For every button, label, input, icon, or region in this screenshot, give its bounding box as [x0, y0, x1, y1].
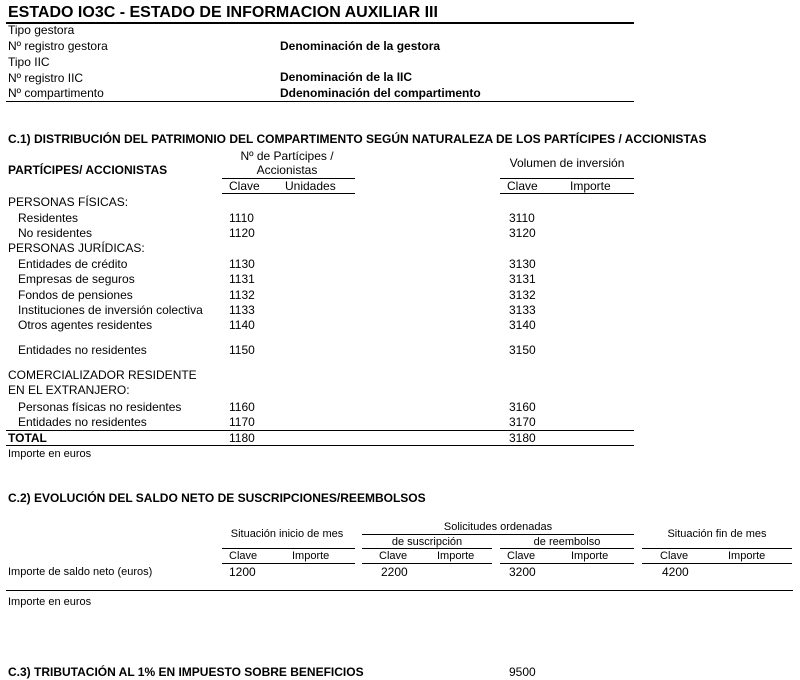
c1-row-clave1: 1140 [229, 318, 255, 332]
c2-reembolso-rule-2 [500, 563, 634, 564]
tipo-gestora-label: Tipo gestora [8, 23, 75, 37]
c1-row-label: Empresas de seguros [18, 272, 135, 286]
c2-note: Importe en euros [8, 596, 92, 608]
c1-row-clave2: 3140 [509, 318, 536, 332]
c1-row-label: Fondos de pensiones [18, 288, 133, 302]
c2-clave-reembolso-value: 3200 [509, 565, 536, 579]
c1-row-clave1: 1130 [229, 257, 255, 271]
c1-total-clave2: 3180 [509, 431, 536, 445]
page-title: ESTADO IO3C - ESTADO DE INFORMACION AUXILIAR III [8, 4, 438, 21]
c1-row-label: Entidades no residentes [18, 343, 147, 357]
c1-row-label: PERSONAS JURÍDICAS: [8, 241, 145, 255]
c1-num-header: Nº de Partícipes / Accionistas [240, 149, 334, 177]
c1-row-clave1: 1120 [229, 226, 255, 240]
c1-total-label: TOTAL [8, 431, 47, 445]
c2-suscripcion-header: de suscripción [391, 536, 463, 548]
denominacion-iic-label: Denominación de la IIC [280, 70, 413, 84]
c2-bottom-rule [6, 590, 793, 591]
c1-row-label: Residentes [18, 211, 79, 225]
tipo-iic-label: Tipo IIC [8, 55, 50, 69]
c2-importe-suscripcion: Importe [437, 550, 475, 562]
c1-row-clave2: 3110 [509, 211, 535, 225]
compartimento-label: Nº compartimento [8, 86, 104, 100]
c1-importe-header: Importe [570, 179, 611, 193]
header-rule [6, 101, 634, 102]
c1-note: Importe en euros [8, 448, 92, 460]
c1-row-clave1: 1132 [229, 288, 255, 302]
c1-clave-header: Clave [229, 179, 260, 193]
c1-row-label: PERSONAS FÍSICAS: [8, 195, 129, 209]
section-c3-title: C.3) TRIBUTACIÓN AL 1% EN IMPUESTO SOBRE BENEFICIOS [8, 665, 364, 679]
c2-clave-suscripcion-value: 2200 [381, 565, 408, 579]
c1-row-clave1: 1150 [229, 343, 255, 357]
denominacion-compartimento-label: Ddenominación del compartimento [280, 86, 481, 100]
section-c1-title: C.1) DISTRIBUCIÓN DEL PATRIMONIO DEL COMPARTIMENTO SEGÚN NATURALEZA DE LOS PARTÍCIPES / ACCIONISTAS [8, 132, 707, 146]
c1-row-clave1: 1133 [229, 303, 255, 317]
c1-row-label: Personas físicas no residentes [18, 400, 182, 414]
c1-row-label: No residentes [18, 226, 93, 240]
c1-row-clave2: 3170 [509, 415, 536, 429]
c1-clave2-header: Clave [507, 179, 538, 193]
c2-solicitudes-header: Solicitudes ordenadas [443, 521, 553, 533]
c2-situacion-inicio-header: Situación inicio de mes [230, 528, 344, 540]
c1-row-label: COMERCIALIZADOR RESIDENTE [8, 368, 197, 382]
c2-reembolso-header: de reembolso [533, 536, 601, 548]
c1-row-clave2: 3131 [509, 272, 536, 286]
c1-num-rule-2 [222, 193, 355, 194]
c1-row-clave2: 3160 [509, 400, 536, 414]
c2-clave-fin: Clave [660, 550, 689, 562]
title-rule [6, 22, 634, 24]
c2-suscripcion-rule-2 [362, 563, 492, 564]
c1-row-clave2: 3150 [509, 343, 536, 357]
c1-row-clave2: 3120 [509, 226, 536, 240]
c2-clave-inicio: Clave [229, 550, 258, 562]
c1-vol-rule-2 [500, 193, 634, 194]
c1-row-clave1: 1160 [229, 400, 255, 414]
c1-col-label: PARTÍCIPES/ ACCIONISTAS [8, 163, 168, 177]
c2-row-label: Importe de saldo neto (euros) [8, 566, 153, 578]
c1-row-label: Instituciones de inversión colectiva [18, 303, 203, 317]
c2-importe-inicio: Importe [292, 550, 330, 562]
registro-gestora-label: Nº registro gestora [8, 39, 108, 53]
c1-vol-header: Volumen de inversión [509, 156, 625, 170]
c2-clave-suscripcion: Clave [379, 550, 408, 562]
c1-row-label: Entidades de crédito [18, 257, 128, 271]
section-c2-title: C.2) EVOLUCIÓN DEL SALDO NETO DE SUSCRIPCIONES/REEMBOLSOS [8, 491, 426, 505]
c1-total-top-rule [6, 430, 634, 431]
c1-row-label: Entidades no residentes [18, 415, 147, 429]
c3-clave: 9500 [509, 665, 536, 679]
c1-row-clave2: 3133 [509, 303, 536, 317]
c1-row-clave2: 3132 [509, 288, 536, 302]
c2-situacion-fin-header: Situación fin de mes [667, 528, 767, 540]
c1-row-clave1: 1110 [229, 211, 254, 225]
c2-importe-fin: Importe [728, 550, 766, 562]
c1-row-clave2: 3130 [509, 257, 536, 271]
registro-iic-label: Nº registro IIC [8, 71, 84, 85]
c2-clave-reembolso: Clave [507, 550, 536, 562]
c1-row-label: EN EL EXTRANJERO: [8, 383, 130, 397]
c2-clave-fin-value: 4200 [662, 565, 689, 579]
denominacion-gestora-label: Denominación de la gestora [280, 39, 441, 53]
c1-row-clave1: 1170 [229, 415, 255, 429]
c1-row-clave1: 1131 [229, 272, 255, 286]
c2-fin-rule-2 [642, 563, 792, 564]
c2-inicio-rule-2 [222, 563, 355, 564]
c2-importe-reembolso: Importe [571, 550, 609, 562]
c1-total-clave1: 1180 [229, 431, 255, 445]
c2-clave-inicio-value: 1200 [229, 565, 256, 579]
c1-total-bottom-rule [6, 445, 634, 446]
c1-row-label: Otros agentes residentes [18, 318, 153, 332]
c1-unidades-header: Unidades [285, 179, 336, 193]
